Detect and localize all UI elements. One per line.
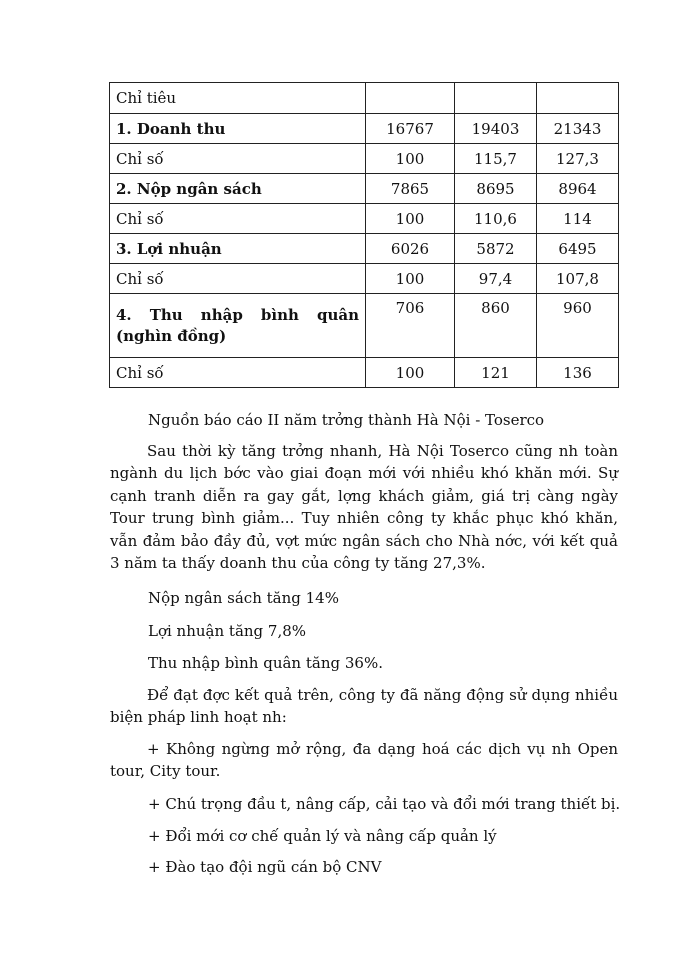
measure-item: + Không ngừng mở rộng, đa dạng hoá các dịch vụ nh Open tour, City tour. bbox=[110, 740, 618, 780]
paragraph-measures: Để đạt đợc kết quả trên, công ty đã năng động sử dụng nhiều biện pháp linh hoạt nh: bbox=[110, 686, 618, 726]
cell-value: 121 bbox=[455, 358, 537, 388]
cell-value: 860 bbox=[455, 294, 537, 358]
cell-value: 960 bbox=[537, 294, 619, 358]
cell-value: 100 bbox=[366, 358, 455, 388]
cell-value: 107,8 bbox=[537, 264, 619, 294]
cell-value: 6495 bbox=[537, 234, 619, 264]
cell-value: 136 bbox=[537, 358, 619, 388]
paragraph-intro: Sau thời kỳ tăng trởng nhanh, Hà Nội Toserco cũng nh toàn ngành du lịch bớc vào giai đoạn mới với nhiều khó khăn mới. Sự cạnh tranh diễn ra gay gắt, lợng khách giảm, giá trị càng ngày Tour trung bình giảm... Tuy nhiên công ty khắc phục khó khăn, vẫn đảm bảo đầy đủ, vợt mức ngân sách cho Nhà nớc, với kết quả 3 năm ta thấy doanh thu của công ty tăng 27,3%. bbox=[110, 442, 618, 573]
cell-value: 100 bbox=[366, 264, 455, 294]
table-header-row bbox=[110, 83, 619, 114]
table-row bbox=[110, 234, 619, 264]
header-label: Chỉ tiêu bbox=[110, 83, 366, 114]
statistics-table bbox=[109, 82, 619, 388]
cell-value: 6026 bbox=[366, 234, 455, 264]
cell-value: 7865 bbox=[366, 174, 455, 204]
cell-value: 16767 bbox=[366, 114, 455, 144]
row-label: Chỉ số bbox=[110, 358, 366, 388]
cell-value: 127,3 bbox=[537, 144, 619, 174]
cell-value: 100 bbox=[366, 204, 455, 234]
cell-value: 97,4 bbox=[455, 264, 537, 294]
header-col-1 bbox=[366, 83, 455, 114]
table-row bbox=[110, 144, 619, 174]
row-label: 1. Doanh thu bbox=[110, 114, 366, 144]
table-row bbox=[110, 358, 619, 388]
header-col-2 bbox=[455, 83, 537, 114]
summary-line-profit: Lợi nhuận tăng 7,8% bbox=[148, 622, 307, 640]
summary-line-budget: Nộp ngân sách tăng 14% bbox=[148, 589, 339, 607]
cell-value: 706 bbox=[366, 294, 455, 358]
summary-line-income: Thu nhập bình quân tăng 36%. bbox=[148, 654, 383, 672]
measure-item: + Chú trọng đầu t, nâng cấp, cải tạo và đổi mới trang thiết bị. bbox=[148, 795, 621, 813]
source-note: Nguồn báo cáo II năm trởng thành Hà Nội - Toserco bbox=[148, 411, 545, 429]
measure-item: + Đào tạo đội ngũ cán bộ CNV bbox=[148, 858, 382, 876]
cell-value: 110,6 bbox=[455, 204, 537, 234]
row-label: 2. Nộp ngân sách bbox=[110, 174, 366, 204]
measure-item: + Đổi mới cơ chế quản lý và nâng cấp quản lý bbox=[148, 827, 497, 845]
cell-value: 19403 bbox=[455, 114, 537, 144]
table-row bbox=[110, 174, 619, 204]
cell-value: 8695 bbox=[455, 174, 537, 204]
row-label: Chỉ số bbox=[110, 144, 366, 174]
cell-value: 8964 bbox=[537, 174, 619, 204]
cell-value: 5872 bbox=[455, 234, 537, 264]
row-label: Chỉ số bbox=[110, 204, 366, 234]
table-row bbox=[110, 204, 619, 234]
header-col-3 bbox=[537, 83, 619, 114]
cell-value: 114 bbox=[537, 204, 619, 234]
table-row bbox=[110, 294, 619, 358]
cell-value: 21343 bbox=[537, 114, 619, 144]
table-row bbox=[110, 114, 619, 144]
cell-value: 115,7 bbox=[455, 144, 537, 174]
row-label: Chỉ số bbox=[110, 264, 366, 294]
cell-value: 100 bbox=[366, 144, 455, 174]
row-label: 3. Lợi nhuận bbox=[110, 234, 366, 264]
row-label: 4. Thu nhập bình quân (nghìn đồng) bbox=[110, 294, 366, 358]
table-row bbox=[110, 264, 619, 294]
